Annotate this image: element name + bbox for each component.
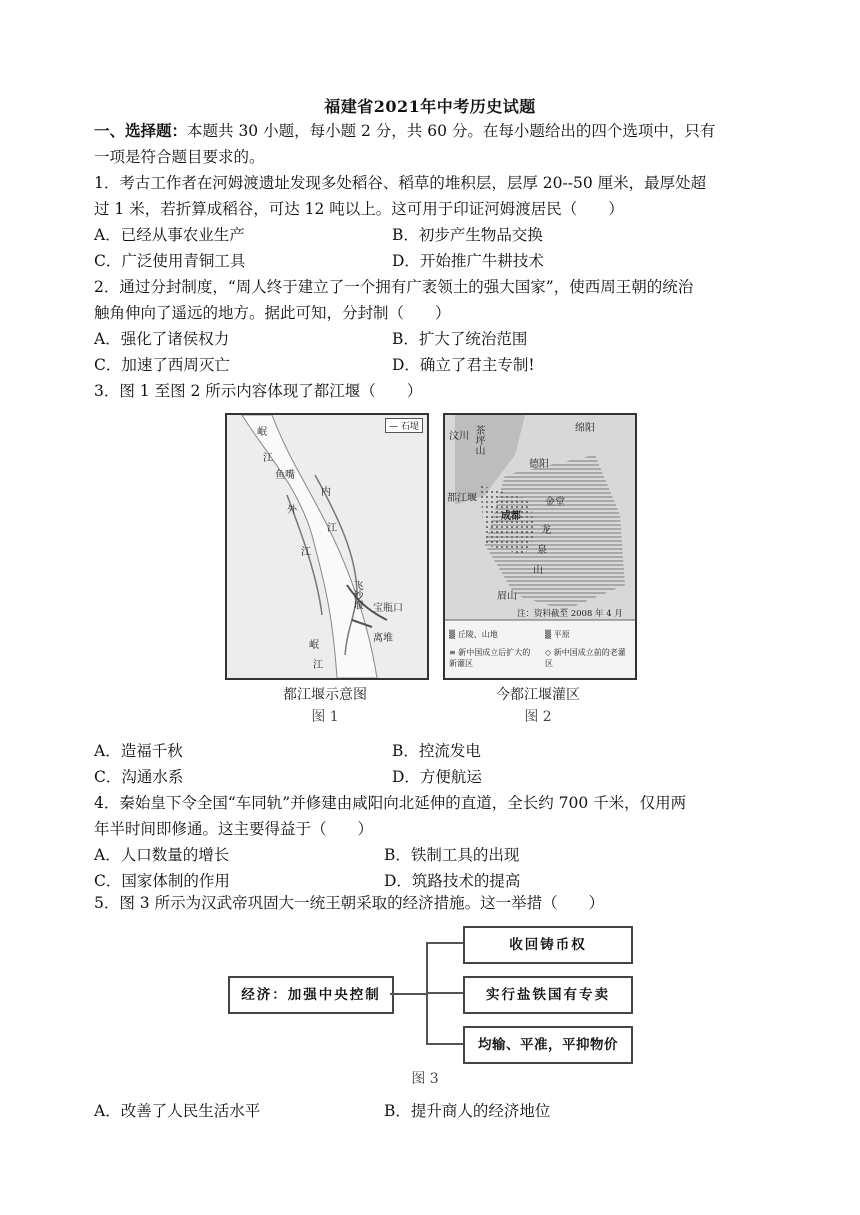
label-feishayan: 飞沙堰	[351, 580, 362, 610]
question-2-option-b[interactable]: B．扩大了统治范围	[392, 330, 528, 348]
section-intro-line-2: 一项是符合题目要求的。	[94, 148, 265, 166]
question-5-option-b[interactable]: B．提升商人的经济地位	[384, 1102, 551, 1120]
figure-3-root-box: 经济：加强中央控制	[228, 976, 394, 1014]
figure-2-label: 图 2	[524, 709, 552, 725]
legend-old-area: ◇ 新中国成立前的老灌区	[545, 648, 626, 668]
connector-branch-3	[426, 1043, 463, 1045]
page-title: 福建省2021年中考历史试题	[324, 97, 536, 116]
connector-branch-2	[426, 992, 463, 994]
figure-2-caption: 今都江堰灌区	[496, 687, 580, 703]
section-intro: 本题共 30 小题，每小题 2 分，共 60 分。在每小题给出的四个选项中，只有	[187, 122, 716, 140]
question-4-option-d[interactable]: D．筑路技术的提高	[384, 872, 521, 890]
dujiangyan-river-diagram	[227, 415, 427, 678]
question-2-line-2: 触角伸向了遥远的地方。据此可知，分封制（ ）	[94, 304, 451, 322]
figure-3-label: 图 3	[411, 1071, 439, 1087]
question-3-line-1: 3．图 1 至图 2 所示内容体现了都江堰（ ）	[94, 382, 423, 400]
question-1-option-c[interactable]: C．广泛使用青铜工具	[94, 252, 246, 270]
question-3-option-c[interactable]: C．沟通水系	[94, 768, 184, 786]
place-chapingshan: 茶坪山	[473, 425, 484, 455]
place-chengdu: 成都	[501, 511, 521, 522]
question-4-line-1: 4．秦始皇下令全国“车同轨”并修建由咸阳向北延伸的直道，全长约 700 千米，仅用两	[94, 794, 687, 812]
question-2-option-a[interactable]: A．强化了诸侯权力	[94, 330, 230, 348]
place-quan: 泉	[537, 545, 547, 556]
place-meishan: 眉山	[497, 591, 517, 602]
figure-1-map	[225, 413, 429, 680]
question-5-option-a[interactable]: A．改善了人民生活水平	[94, 1102, 261, 1120]
question-1-option-d[interactable]: D．开始推广牛耕技术	[392, 252, 544, 270]
place-mianyang: 绵阳	[575, 423, 595, 434]
legend-new-area: ≡ 新中国成立后扩大的新灌区	[449, 648, 531, 668]
question-3-option-a[interactable]: A．造福千秋	[94, 742, 183, 760]
question-1-line-2: 过 1 米，若折算成稻谷，可达 12 吨以上。这可用于印证河姆渡居民（ ）	[94, 200, 624, 218]
label-min: 岷	[257, 427, 267, 438]
legend-plain: ▒ 平原	[545, 630, 570, 639]
place-wenchuan: 汶川	[449, 431, 469, 442]
label-yuzui: 鱼嘴	[275, 470, 295, 481]
question-1-line-1: 1．考古工作者在河姆渡遗址发现多处稻谷、稻草的堆积层，层厚 20--50 厘米，最厚处超	[94, 174, 707, 192]
connector-root	[390, 993, 428, 995]
label-baopingkou: 宝瓶口	[373, 603, 403, 614]
question-2-option-c[interactable]: C．加速了西周灭亡	[94, 356, 230, 374]
figure-3-branch-1: 收回铸币权	[463, 926, 633, 964]
question-3-option-d[interactable]: D．方便航运	[392, 768, 482, 786]
connector-branch-1	[426, 942, 463, 944]
legend-hills: ▒ 丘陵、山地	[449, 630, 498, 639]
place-dujiangyan: 都江堰	[447, 493, 477, 504]
place-long: 龙	[541, 525, 551, 536]
figure-2-note: 注：资料截至 2008 年 4 月	[517, 609, 623, 619]
question-3-option-b[interactable]: B．控流发电	[392, 742, 481, 760]
label-jiang-outer: 江	[301, 547, 311, 558]
question-1-option-a[interactable]: A．已经从事农业生产	[94, 226, 245, 244]
label-jiang: 江	[263, 453, 273, 464]
question-4-option-c[interactable]: C．国家体制的作用	[94, 872, 230, 890]
figure-2-map	[443, 413, 637, 680]
label-nei: 内	[321, 487, 331, 498]
label-jiang-inner: 江	[327, 523, 337, 534]
figure-1-label: 图 1	[311, 709, 339, 725]
place-deyang: 德阳	[529, 459, 549, 470]
question-1-option-b[interactable]: B．初步产生物品交换	[392, 226, 543, 244]
question-4-option-a[interactable]: A．人口数量的增长	[94, 846, 230, 864]
question-2-option-d[interactable]: D．确立了君主专制!	[392, 356, 535, 374]
figure-1-caption: 都江堰示意图	[283, 687, 367, 703]
label-min-lower: 岷	[309, 640, 319, 651]
question-4-line-2: 年半时间即修通。这主要得益于（ ）	[94, 820, 374, 838]
section-intro-line-1	[94, 118, 774, 144]
place-jintang: 金堂	[545, 497, 565, 508]
figure-3-branch-2: 实行盐铁国有专卖	[463, 976, 633, 1014]
question-5-line-1: 5．图 3 所示为汉武帝巩固大一统王朝采取的经济措施。这一举措（ ）	[94, 894, 605, 912]
section-heading: 一、选择题：	[94, 121, 188, 140]
label-jiang-lower: 江	[313, 660, 323, 671]
place-shan: 山	[533, 565, 543, 576]
question-4-option-b[interactable]: B．铁制工具的出现	[384, 846, 520, 864]
label-lidui: 离堆	[373, 633, 393, 644]
question-2-line-1: 2．通过分封制度，“周人终于建立了一个拥有广袤领土的强大国家”，使西周王朝的统治	[94, 278, 694, 296]
figure-3-branch-3: 均输、平准，平抑物价	[463, 1026, 633, 1064]
figure-1-legend: — 石堤	[385, 418, 423, 433]
label-wai: 外	[287, 505, 297, 516]
